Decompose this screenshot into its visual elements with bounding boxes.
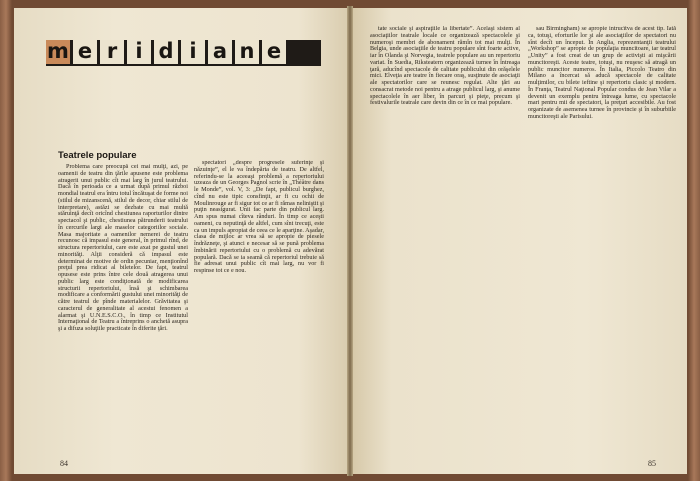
page-number-right: 85	[648, 459, 656, 468]
masthead-letter: d	[154, 40, 178, 64]
masthead-letter: a	[208, 40, 232, 64]
masthead-letter: i	[127, 40, 151, 64]
left-page-column-1	[58, 164, 188, 453]
page-number-left: 84	[60, 459, 68, 468]
masthead-letter: i	[181, 40, 205, 64]
masthead-title	[46, 35, 289, 69]
article-heading: Teatrele populare	[58, 150, 137, 161]
paragraph: sau Birmingham) se apropie intrucîtva de acest tip. Iată ca, totuşi, eforturile lor şi ale asociaţiilor de spectatori nu sînt decît un început. În Anglia, reprezentanţii teatrului „Workshop” se apropie de populaţia muncitoare, iar teatrul „Unity” a fost creat de un grup de activişti ai mişcării muncitoreşti. Aceste teatre, totuşi, nu reuşesc să atragă un public muncitor numeros. În Italia, Piccolo Teatro din Milano a încercat să aducă spectacole de calitate mulţimilor, cu bilete ieftine şi repertoriu clasic şi modern. În Franţa, Teatrul Naţional Popular condus de Jean Vilar a devenit un exemplu pentru întreaga lume, cu spectacole mari pentru mii de spectatori, la preţuri accesibile. Au fost organizate de asemenea turnee în provincie şi în suburbiile muncitoreşti ale Parisului.	[528, 26, 676, 120]
masthead-letter: m	[47, 39, 69, 63]
left-page-column-2	[194, 160, 324, 453]
book-gutter	[347, 6, 353, 476]
masthead-letter: e	[73, 40, 97, 64]
masthead-letter: e	[262, 40, 286, 64]
right-page-column-1	[370, 26, 520, 454]
paragraph: spectatori „despre progresele suferinţe şi năzuinţe”, el le va îndepărta de teatru. De altfel, referindu-se la aceeaşi problemă a repertoriului uzeaza de un Georges Pagnol scrie în „Théâtre dans le Monde”, vol. V, 3: „De fapt, publicul burghez, cînd nu este tipic consfinţit, ar fi cu ochii de Moulinrouge ar fi sigur tot ce ar fi rămas neliniştit şi puţin neasigurat. Unii fac parte din publicul larg. Am spus numai cîteva rânduri. În timp ce aceşti oameni, cu neputinţă de altfel, cum sînt trecuţi, este ca un impuls apropiat de ceea ce le aparţine. Aşadar, clasa de mijloc ar vrea să se apropie de piesele îndrăzneţe, şi atunci e necesar să se pună problema îmbinării repertoriului cu o problemă cu adevărat populară. Dacă se ia seamă că repertoriul trebuie să fie adresat unui public cît mai larg, nu vor fi respinse tot ce e nou.	[194, 160, 324, 274]
masthead-letter: r	[100, 40, 124, 64]
masthead-letter: n	[235, 40, 259, 64]
paragraph: Problema care preocupă cei mai mulţi, azi, pe oamenii de teatru din ţările apusene este problema atragerii unui public cît mai larg în jurul teatrului. Dacă în perioada ce a urmat după primul război mondial teatrul era întru totul încătuşat de forme noi (stilul de mizanscenă, stilul de decor, chiar stilul de interpretare), astăzi se dezbate cu mai multă stăruinţă decît oricînd chestiunea raporturilor dintre spectacol şi public, chestiunea pătrunderii teatrului în cercurile largi ale maselor categoriilor sociale. Masa majoritate a oamenilor nemerei de teatru recunosc că impasul este general, în primul rînd, de structura repertoriului, care este axat pe gustul unei minorităţi. Alţii consideră că impasul este determinat de motive de ordin pecuniar, menţionînd preţul prea ridicat al biletelor. De fapt, teatrul opusese este prins între cele două atragerea unui public larg este condiţionată de modificarea structurii repertoriului, însă şi schimbarea modificare a conformării gustului unei minorităţi de către teatrul de pînde materialelor. Grăvitatea şi caracterul de generalitate al acestui fenomen a alarmat şi U.N.E.S.C.O., în timp ce Institutul Internaţional de Teatru a întreprins o anchetă asupra şi a difuza soluţiile practicate în diferite ţări.	[58, 164, 188, 332]
right-page-column-2	[528, 26, 676, 454]
paragraph: tate sociale şi aspiraţiile la libertate”. Acelaşi sistem al asociaţiilor teatrale locale ce organizează spectacolele şi numeroşi membri de abonament rămîn tot mai mulţi. În Belgia, unde asociaţiile de teatru populare sînt foarte active, iar în Olanda şi Norvegia, teatrele populare au un repertoriu variat. În Suedia, Riksteatern organizează turnee în întreaga ţară, aducînd spectacole de calitate publicului din orăşelele mici. Elveţia are teatre în fiecare oraş, susţinute de asociaţii ale spectatorilor care se reunesc regulat. Alte ţări au consacrat metode noi pentru a atrage publicul larg, şi anume spectacolele în aer liber, în parcuri şi pieţe, precum şi festivalurile teatrale care devin din ce în ce mai populare.	[370, 26, 520, 107]
